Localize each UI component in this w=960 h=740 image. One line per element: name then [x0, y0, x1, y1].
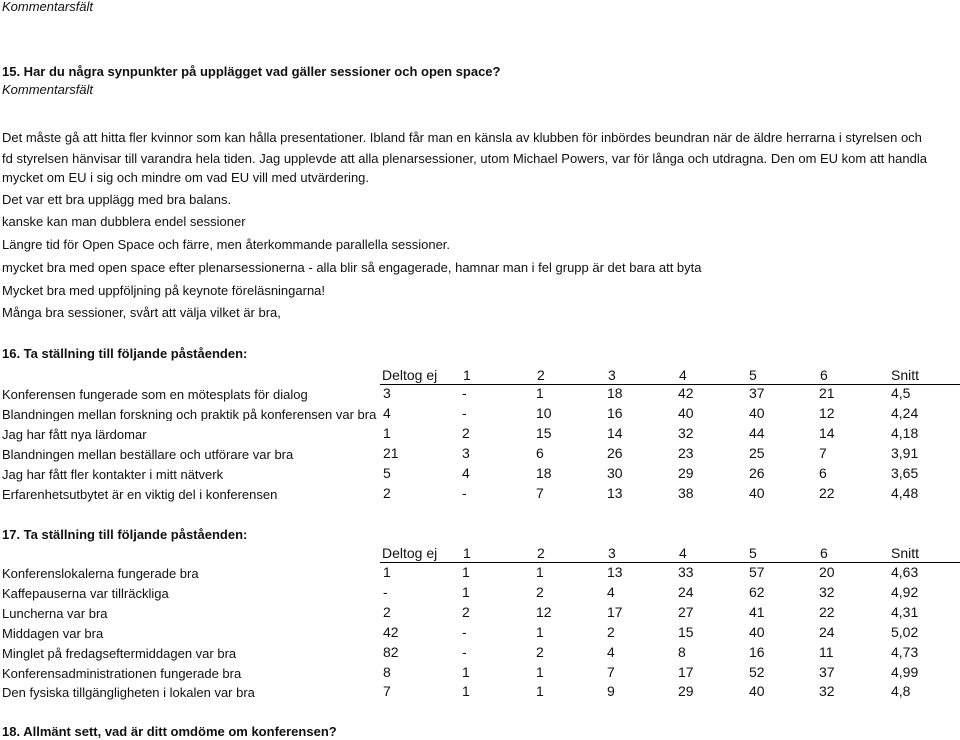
comment-line: mycket om EU i sig och mindre om vad EU vill med utvärdering. — [2, 170, 370, 185]
cell: 4,31 — [891, 604, 919, 620]
cell: 16 — [749, 644, 765, 660]
cell: 4,63 — [891, 564, 919, 580]
column-header-6: 6 — [820, 545, 828, 561]
comment-line: Längre tid för Open Space och färre, men återkommande parallella sessioner. — [2, 237, 451, 252]
cell: 33 — [678, 564, 694, 580]
row-label: Erfarenhetsutbytet är en viktig del i konferensen — [2, 487, 278, 502]
cell: 32 — [819, 584, 835, 600]
cell: 4,92 — [891, 584, 919, 600]
cell: 2 — [462, 425, 470, 441]
cell: 4,48 — [891, 485, 919, 501]
cell: 1 — [462, 584, 470, 600]
cell: 2 — [607, 624, 615, 640]
cell: 4 — [462, 465, 470, 481]
cell: 7 — [536, 485, 544, 501]
cell: 82 — [383, 644, 399, 660]
comment-field-label: Kommentarsfält — [2, 0, 94, 14]
row-label: Blandningen mellan forskning och praktik på konferensen var bra — [2, 408, 377, 421]
cell: 2 — [383, 485, 391, 501]
cell: 18 — [536, 465, 552, 481]
cell: - — [383, 584, 388, 600]
cell: 9 — [607, 683, 615, 699]
column-header-snitt: Snitt — [891, 545, 920, 561]
cell: 1 — [462, 564, 470, 580]
row-label: Jag har fått nya lärdomar — [2, 427, 147, 442]
question-18-title: 18. Allmänt sett, vad är ditt omdöme om konferensen? — [2, 724, 337, 739]
cell: 3 — [462, 445, 470, 461]
cell: 2 — [536, 584, 544, 600]
cell: 8 — [383, 664, 391, 680]
cell: 41 — [749, 604, 765, 620]
cell: 2 — [462, 604, 470, 620]
row-label: Konferensadministrationen fungerade bra — [2, 666, 242, 681]
cell: 1 — [383, 564, 391, 580]
comment-line: mycket bra med open space efter plenarsessionerna - alla blir så engagerade, hamnar man i fel grupp är det bara att byta — [2, 260, 702, 275]
cell: 13 — [607, 564, 623, 580]
row-label: Luncherna var bra — [2, 606, 108, 621]
cell: 5,02 — [891, 624, 919, 640]
cell: 1 — [383, 425, 391, 441]
cell: 29 — [678, 683, 694, 699]
cell: 1 — [536, 564, 544, 580]
row-label: Konferensen fungerade som en mötesplats för dialog — [2, 387, 308, 402]
cell: 13 — [607, 485, 623, 501]
cell: 12 — [819, 405, 835, 421]
cell: - — [462, 644, 467, 660]
cell: 22 — [819, 604, 835, 620]
header-rule — [380, 562, 960, 563]
cell: 4,5 — [891, 385, 911, 401]
cell: 4,18 — [891, 425, 919, 441]
cell: 17 — [678, 664, 694, 680]
column-header-6: 6 — [820, 367, 828, 383]
cell: 22 — [819, 485, 835, 501]
cell: 1 — [462, 664, 470, 680]
column-header-3: 3 — [608, 367, 616, 383]
cell: 32 — [819, 683, 835, 699]
cell: 4 — [607, 584, 615, 600]
question-16-title: 16. Ta ställning till följande påståenden: — [2, 346, 248, 361]
row-label: Middagen var bra — [2, 626, 104, 641]
cell: 40 — [749, 485, 765, 501]
cell: 18 — [607, 385, 623, 401]
cell: 37 — [819, 664, 835, 680]
cell: 24 — [819, 624, 835, 640]
cell: 26 — [749, 465, 765, 481]
row-label: Minglet på fredagseftermiddagen var bra — [2, 646, 237, 661]
row-label: Den fysiska tillgängligheten i lokalen var bra — [2, 685, 255, 700]
cell: 40 — [749, 624, 765, 640]
cell: - — [462, 624, 467, 640]
cell: 37 — [749, 385, 765, 401]
cell: 52 — [749, 664, 765, 680]
column-header-2: 2 — [537, 545, 545, 561]
cell: 8 — [678, 644, 686, 660]
comment-line: Mycket bra med uppföljning på keynote föreläsningarna! — [2, 283, 326, 298]
cell: - — [462, 385, 467, 401]
column-header-5: 5 — [749, 545, 757, 561]
cell: 15 — [536, 425, 552, 441]
row-label: Konferenslokalerna fungerade bra — [2, 566, 199, 581]
cell: 15 — [678, 624, 694, 640]
row-label: Jag har fått fler kontakter i mitt nätverk — [2, 467, 224, 482]
comment-line: fd styrelsen hänvisar till varandra hela tiden. Jag upplevde att alla plenarsessioner, utom Michael Powers, var för långa och utdragna. Den om EU kom att handla — [2, 151, 927, 166]
cell: 7 — [383, 683, 391, 699]
question-15-comment-label: Kommentarsfält — [2, 82, 94, 97]
cell: 6 — [819, 465, 827, 481]
cell: 4,99 — [891, 664, 919, 680]
question-15-title: 15. Har du några synpunkter på upplägget vad gäller sessioner och open space? — [2, 64, 501, 79]
comment-line: Många bra sessioner, svårt att välja vilket är bra, — [2, 305, 281, 320]
cell: 62 — [749, 584, 765, 600]
header-rule — [380, 384, 960, 385]
cell: 40 — [678, 405, 694, 421]
column-header-4: 4 — [679, 367, 687, 383]
cell: 26 — [607, 445, 623, 461]
column-header-snitt: Snitt — [891, 367, 920, 383]
cell: 1 — [536, 664, 544, 680]
column-header-1: 1 — [463, 545, 471, 561]
column-header-deltog-ej: Deltog ej — [382, 545, 438, 561]
column-header-2: 2 — [537, 367, 545, 383]
column-header-4: 4 — [679, 545, 687, 561]
cell: 4 — [607, 644, 615, 660]
cell: 2 — [536, 644, 544, 660]
column-header-5: 5 — [749, 367, 757, 383]
cell: 1 — [536, 683, 544, 699]
cell: 4,24 — [891, 405, 919, 421]
cell: 29 — [678, 465, 694, 481]
cell: - — [462, 485, 467, 501]
cell: 42 — [383, 624, 399, 640]
cell: 10 — [536, 405, 552, 421]
cell: 24 — [678, 584, 694, 600]
cell: 1 — [536, 624, 544, 640]
cell: 5 — [383, 465, 391, 481]
column-header-deltog-ej: Deltog ej — [382, 367, 438, 383]
cell: 27 — [678, 604, 694, 620]
cell: 11 — [819, 644, 834, 660]
cell: 4 — [383, 405, 391, 421]
cell: 14 — [607, 425, 623, 441]
column-header-1: 1 — [463, 367, 471, 383]
cell: 40 — [749, 683, 765, 699]
cell: 30 — [607, 465, 623, 481]
comment-line: kanske kan man dubblera endel sessioner — [2, 214, 246, 229]
comment-line: Det måste gå att hitta fler kvinnor som kan hålla presentationer. Ibland får man en känsla av klubben för inbördes beundran när de äldre herrarna i styrelsen och — [2, 130, 922, 145]
row-label: Blandningen mellan beställare och utförare var bra — [2, 447, 294, 462]
comment-line: Det var ett bra upplägg med bra balans. — [2, 192, 232, 207]
cell: 14 — [819, 425, 835, 441]
cell: 12 — [536, 604, 552, 620]
cell: 21 — [383, 445, 399, 461]
cell: 3,91 — [891, 445, 919, 461]
cell: 32 — [678, 425, 694, 441]
cell: 4,73 — [891, 644, 919, 660]
cell: 21 — [819, 385, 835, 401]
cell: 6 — [536, 445, 544, 461]
cell: 17 — [607, 604, 623, 620]
cell: 44 — [749, 425, 765, 441]
cell: 57 — [749, 564, 765, 580]
cell: 23 — [678, 445, 694, 461]
cell: 16 — [607, 405, 623, 421]
cell: 40 — [749, 405, 765, 421]
cell: 1 — [462, 683, 470, 699]
cell: 38 — [678, 485, 694, 501]
cell: - — [462, 405, 467, 421]
row-label: Kaffepauserna var tillräckliga — [2, 586, 169, 601]
cell: 42 — [678, 385, 694, 401]
cell: 3,65 — [891, 465, 919, 481]
cell: 4,8 — [891, 683, 911, 699]
cell: 7 — [607, 664, 615, 680]
cell: 25 — [749, 445, 765, 461]
cell: 2 — [383, 604, 391, 620]
column-header-3: 3 — [608, 545, 616, 561]
cell: 1 — [536, 385, 544, 401]
cell: 3 — [383, 385, 391, 401]
question-17-title: 17. Ta ställning till följande påståenden: — [2, 527, 248, 542]
cell: 20 — [819, 564, 835, 580]
cell: 7 — [819, 445, 827, 461]
